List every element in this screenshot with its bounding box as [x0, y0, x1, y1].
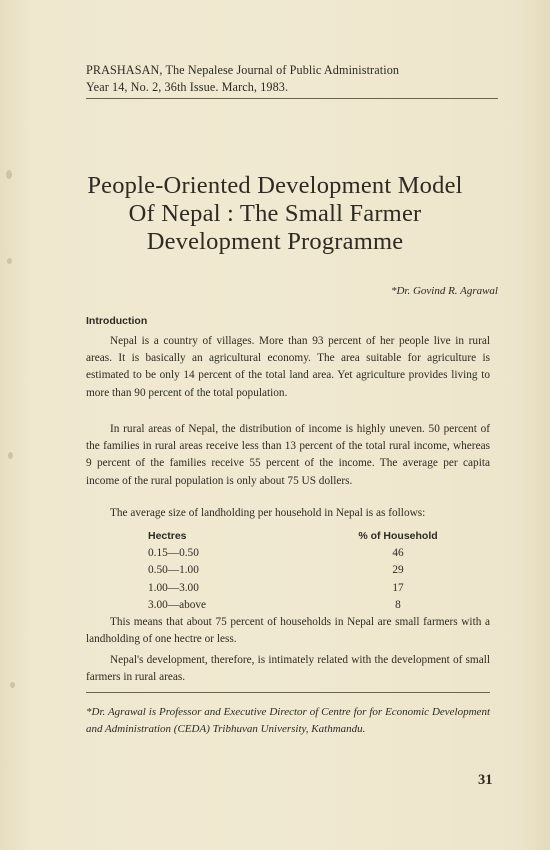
table-cell-percent: 17 [392, 581, 404, 594]
section-heading: Introduction [86, 315, 148, 327]
intro-paragraph-2: In rural areas of Nepal, the distribution of income is highly uneven. 50 percent of the families in rural areas receive less than 13 percent of the total rural income, whereas 9 percent of the families receive 55 percent of the income. The average per capita income of the rural population is only about 75 US dollers. [86, 423, 490, 487]
author-byline: *Dr. Govind R. Agrawal [390, 285, 498, 297]
paper-stain [7, 258, 12, 264]
author-footnote: *Dr. Agrawal is Professor and Executive Director of Centre for for Economic Development and Administration (CEDA) Tribhuvan University, Kathmandu. [86, 706, 490, 735]
header-divider [86, 98, 498, 99]
table-cell-range: 1.00—3.00 [148, 581, 199, 594]
title-line-2: Of Nepal : The Small Farmer [128, 200, 422, 227]
footnote-divider [86, 692, 490, 693]
paper-stain [8, 452, 13, 459]
table-cell-range: 0.50—1.00 [148, 564, 199, 577]
conclusion-paragraph-2: Nepal's development, therefore, is intimately related with the development of small farmers in rural areas. [86, 654, 490, 684]
table-header-hectres: Hectres [148, 530, 187, 542]
title-line-3: Development Programme [146, 228, 404, 255]
conclusion-paragraph-1-block [86, 614, 490, 648]
table-cell-percent: 46 [392, 547, 404, 560]
landholding-table [148, 528, 448, 614]
article-title [60, 172, 490, 256]
intro-paragraph-1-block [86, 333, 490, 402]
table-header-row [148, 528, 448, 545]
table-cell-percent: 29 [392, 564, 404, 577]
intro-paragraph-1: Nepal is a country of villages. More than 93 percent of her people live in rural areas. It is basically an agricultural economy. The area suitable for agriculture is estimated to be only 14 percent of the total land area. Yet agriculture provides living to more than 90 percent of the total population. [86, 335, 490, 399]
table-header-household: % of Household [358, 530, 438, 542]
table-row [148, 545, 448, 562]
issue-line: Year 14, No. 2, 36th Issue. March, 1983. [86, 80, 289, 94]
page-number: 31 [478, 772, 493, 788]
table-row [148, 580, 448, 597]
journal-title: PRASHASAN, The Nepalese Journal of Public Administration [86, 63, 400, 77]
intro-paragraph-3: The average size of landholding per household in Nepal is as follows: [110, 507, 426, 519]
table-cell-range: 3.00—above [148, 598, 207, 611]
table-cell-percent: 8 [395, 598, 401, 611]
conclusion-paragraph-1: This means that about 75 percent of households in Nepal are small farmers with a landholding of one hectre or less. [86, 616, 490, 646]
journal-header [86, 62, 399, 96]
intro-paragraph-3-block [86, 505, 490, 522]
paper-stain [6, 170, 12, 179]
conclusion-paragraph-2-block [86, 652, 490, 686]
table-cell-range: 0.15—0.50 [148, 547, 199, 560]
intro-paragraph-2-block [86, 421, 490, 490]
table-row [148, 562, 448, 579]
paper-stain [10, 682, 15, 688]
title-line-1: People-Oriented Development Model [87, 172, 463, 199]
table-row [148, 597, 448, 614]
